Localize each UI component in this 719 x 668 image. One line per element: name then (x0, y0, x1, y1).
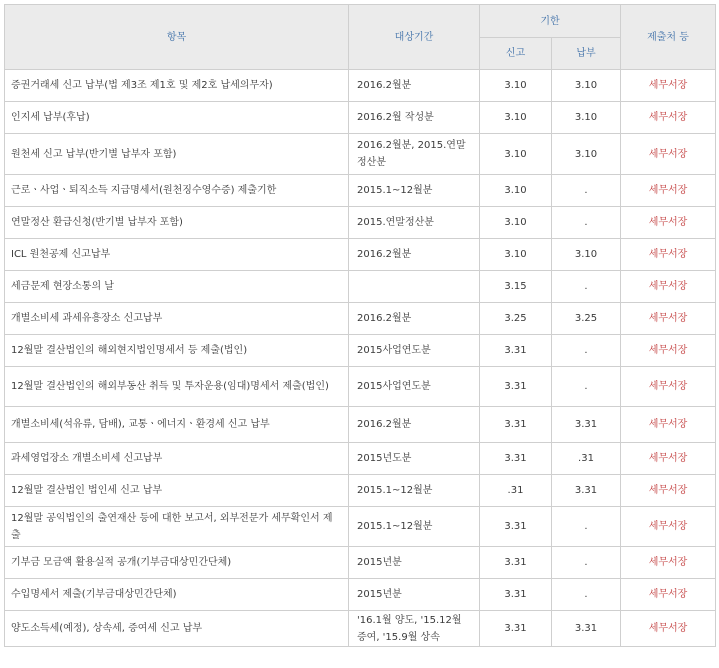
table-row (5, 367, 716, 407)
cell-office: 세무서장 (621, 367, 716, 407)
cell-period: 2015년분 (349, 579, 480, 611)
cell-report-deadline: .31 (480, 475, 552, 507)
header-office: 제출처 등 (621, 5, 716, 70)
cell-item: 원천세 신고 납부(반기별 납부자 포함) (5, 134, 349, 175)
cell-item: 인지세 납부(후납) (5, 102, 349, 134)
cell-payment-deadline: 3.10 (552, 134, 621, 175)
cell-period: 2015년분 (349, 547, 480, 579)
cell-payment-deadline: . (552, 367, 621, 407)
cell-report-deadline: 3.31 (480, 407, 552, 443)
cell-period: 2015.1~12월분 (349, 507, 480, 547)
cell-item: 개별소비세(석유류, 담배), 교통ㆍ에너지ㆍ환경세 신고 납부 (5, 407, 349, 443)
cell-office: 세무서장 (621, 239, 716, 271)
cell-payment-deadline: 3.10 (552, 239, 621, 271)
cell-payment-deadline: . (552, 335, 621, 367)
cell-item: 세금문제 현장소통의 날 (5, 271, 349, 303)
cell-period (349, 271, 480, 303)
cell-period: 2016.2월 작성분 (349, 102, 480, 134)
table-row (5, 611, 716, 647)
table-row (5, 443, 716, 475)
tax-schedule-table (4, 4, 716, 647)
cell-period: 2015.연말정산분 (349, 207, 480, 239)
cell-office: 세무서장 (621, 475, 716, 507)
cell-office: 세무서장 (621, 611, 716, 647)
cell-payment-deadline: . (552, 547, 621, 579)
table-row (5, 271, 716, 303)
cell-office: 세무서장 (621, 407, 716, 443)
cell-period: 2016.2월분, 2015.연말정산분 (349, 134, 480, 175)
cell-report-deadline: 3.25 (480, 303, 552, 335)
table-row (5, 507, 716, 547)
cell-office: 세무서장 (621, 547, 716, 579)
cell-item: 12월말 공익법인의 출연재산 등에 대한 보고서, 외부전문가 세무확인서 제출 (5, 507, 349, 547)
cell-item: 양도소득세(예정), 상속세, 증여세 신고 납부 (5, 611, 349, 647)
cell-period: 2016.2월분 (349, 70, 480, 102)
cell-report-deadline: 3.31 (480, 579, 552, 611)
header-payment: 납부 (552, 38, 621, 70)
cell-report-deadline: 3.10 (480, 207, 552, 239)
cell-period: 2015.1~12월분 (349, 475, 480, 507)
cell-office: 세무서장 (621, 70, 716, 102)
cell-office: 세무서장 (621, 335, 716, 367)
cell-report-deadline: 3.31 (480, 547, 552, 579)
table-row (5, 547, 716, 579)
cell-payment-deadline: . (552, 579, 621, 611)
cell-office: 세무서장 (621, 271, 716, 303)
cell-office: 세무서장 (621, 507, 716, 547)
cell-payment-deadline: . (552, 207, 621, 239)
table-row (5, 239, 716, 271)
cell-period: 2015년도분 (349, 443, 480, 475)
cell-payment-deadline: .31 (552, 443, 621, 475)
header-period: 대상기간 (349, 5, 480, 70)
table-row (5, 207, 716, 239)
table-row (5, 70, 716, 102)
cell-period: 2016.2월분 (349, 407, 480, 443)
cell-payment-deadline: . (552, 271, 621, 303)
header-item: 항목 (5, 5, 349, 70)
header-deadline: 기한 (480, 5, 621, 38)
cell-report-deadline: 3.31 (480, 507, 552, 547)
cell-office: 세무서장 (621, 303, 716, 335)
cell-item: 과세영업장소 개별소비세 신고납부 (5, 443, 349, 475)
cell-payment-deadline: . (552, 175, 621, 207)
cell-payment-deadline: 3.25 (552, 303, 621, 335)
cell-report-deadline: 3.10 (480, 134, 552, 175)
table-row (5, 407, 716, 443)
cell-item: ICL 원천공제 신고납부 (5, 239, 349, 271)
cell-period: 2016.2월분 (349, 303, 480, 335)
cell-item: 12월말 결산법인 법인세 신고 납부 (5, 475, 349, 507)
table-row (5, 102, 716, 134)
cell-report-deadline: 3.31 (480, 443, 552, 475)
cell-payment-deadline: . (552, 507, 621, 547)
cell-office: 세무서장 (621, 207, 716, 239)
cell-payment-deadline: 3.10 (552, 102, 621, 134)
cell-payment-deadline: 3.10 (552, 70, 621, 102)
cell-item: 12월말 결산법인의 해외현지법인명세서 등 제출(법인) (5, 335, 349, 367)
cell-payment-deadline: 3.31 (552, 611, 621, 647)
cell-period: 2015사업연도분 (349, 335, 480, 367)
cell-item: 연말정산 환급신청(반기별 납부자 포함) (5, 207, 349, 239)
cell-item: 증권거래세 신고 납부(법 제3조 제1호 및 제2호 납세의무자) (5, 70, 349, 102)
cell-report-deadline: 3.10 (480, 70, 552, 102)
cell-report-deadline: 3.10 (480, 102, 552, 134)
table-row (5, 175, 716, 207)
cell-report-deadline: 3.31 (480, 335, 552, 367)
table-row (5, 335, 716, 367)
table-row (5, 579, 716, 611)
cell-office: 세무서장 (621, 175, 716, 207)
cell-office: 세무서장 (621, 134, 716, 175)
table-row (5, 134, 716, 175)
cell-payment-deadline: 3.31 (552, 407, 621, 443)
cell-payment-deadline: 3.31 (552, 475, 621, 507)
cell-item: 수입명세서 제출(기부금대상민간단체) (5, 579, 349, 611)
table-row (5, 303, 716, 335)
table-row (5, 475, 716, 507)
cell-office: 세무서장 (621, 579, 716, 611)
cell-report-deadline: 3.31 (480, 611, 552, 647)
cell-period: 2016.2월분 (349, 239, 480, 271)
cell-period: '16.1월 양도, '15.12월 증여, '15.9월 상속 (349, 611, 480, 647)
cell-report-deadline: 3.10 (480, 239, 552, 271)
cell-period: 2015사업연도분 (349, 367, 480, 407)
cell-report-deadline: 3.31 (480, 367, 552, 407)
cell-report-deadline: 3.15 (480, 271, 552, 303)
cell-item: 12월말 결산법인의 해외부동산 취득 및 투자운용(임대)명세서 제출(법인) (5, 367, 349, 407)
cell-item: 근로ㆍ사업ㆍ퇴직소득 지급명세서(원천징수영수증) 제출기한 (5, 175, 349, 207)
cell-item: 개별소비세 과세유흥장소 신고납부 (5, 303, 349, 335)
header-report: 신고 (480, 38, 552, 70)
cell-report-deadline: 3.10 (480, 175, 552, 207)
cell-period: 2015.1~12월분 (349, 175, 480, 207)
cell-office: 세무서장 (621, 443, 716, 475)
cell-office: 세무서장 (621, 102, 716, 134)
cell-item: 기부금 모금액 활용실적 공개(기부금대상민간단체) (5, 547, 349, 579)
